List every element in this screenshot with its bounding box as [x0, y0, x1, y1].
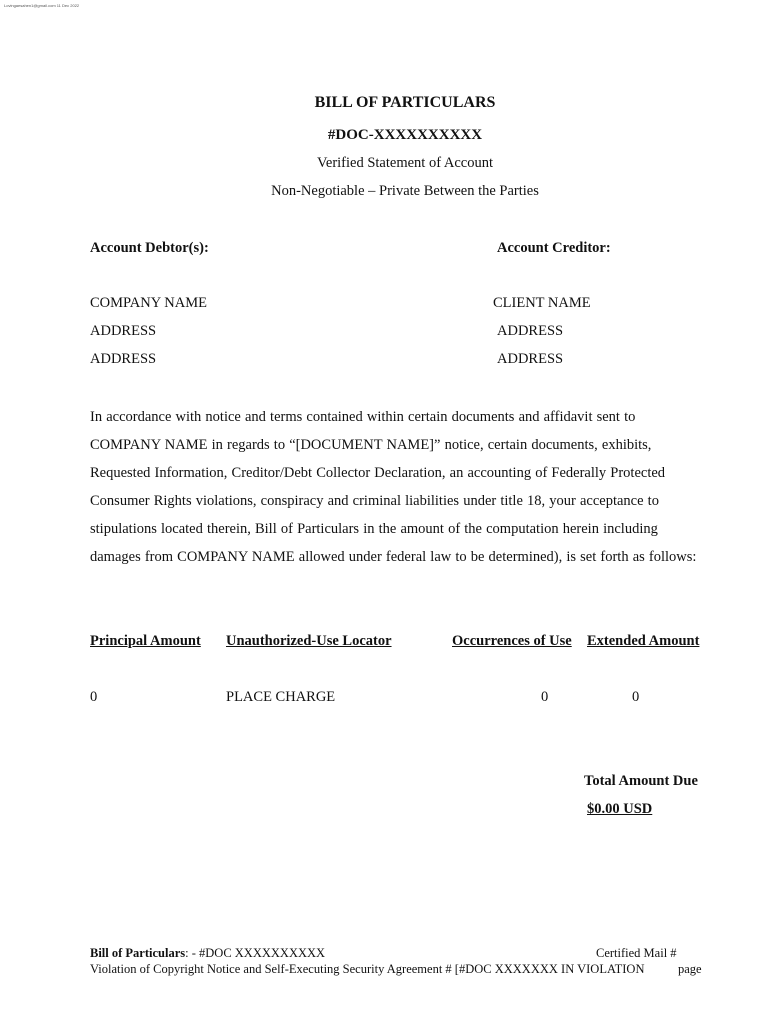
total-amount-value: $0.00 USD	[587, 801, 653, 817]
document-number: #DOC-XXXXXXXXXX	[327, 127, 483, 143]
footer-doc-title: Bill of Particulars	[90, 946, 186, 960]
column-header-occurrences: Occurrences of Use	[452, 633, 572, 649]
body-line: damages from COMPANY NAME allowed under federal law to be determined), is set forth as follows:	[90, 549, 697, 565]
debtor-name: COMPANY NAME	[90, 295, 207, 311]
column-header-extended: Extended Amount	[587, 633, 700, 649]
body-line: In accordance with notice and terms contained within certain documents and affidavit sent to	[90, 409, 636, 425]
cell-occurrences: 0	[541, 689, 549, 705]
body-line: stipulations located therein, Bill of Particulars in the amount of the computation herein including	[90, 521, 658, 537]
cell-locator: PLACE CHARGE	[226, 689, 336, 705]
watermark-text: Lovingaesahen1@gmail.com 11 Dec 2022	[4, 3, 80, 8]
footer-line-1	[90, 946, 325, 961]
document-title: BILL OF PARTICULARS	[314, 94, 496, 111]
cell-principal: 0	[90, 689, 98, 705]
body-line: Consumer Rights violations, conspiracy and criminal liabilities under title 18, your acceptance to	[90, 493, 659, 509]
footer-line-2: Violation of Copyright Notice and Self-Executing Security Agreement # [#DOC XXXXXXX IN VIOLATION	[90, 962, 645, 976]
footer-certified-mail: Certified Mail #	[596, 946, 677, 960]
cell-extended: 0	[632, 689, 640, 705]
creditor-label: Account Creditor:	[497, 240, 611, 256]
body-line: Requested Information, Creditor/Debt Collector Declaration, an accounting of Federally Protected	[90, 465, 666, 481]
column-header-principal: Principal Amount	[90, 633, 201, 649]
body-line: COMPANY NAME in regards to “[DOCUMENT NAME]” notice, certain documents, exhibits,	[90, 437, 652, 453]
footer-doc-number: : - #DOC XXXXXXXXXX	[185, 946, 326, 960]
document-subtitle: Verified Statement of Account	[317, 155, 493, 171]
column-header-locator: Unauthorized-Use Locator	[226, 633, 392, 649]
body-paragraph	[90, 403, 715, 571]
debtor-address-2: ADDRESS	[90, 351, 157, 367]
creditor-name: CLIENT NAME	[493, 295, 591, 311]
total-amount-label: Total Amount Due	[584, 773, 698, 789]
footer-page-label: page	[678, 962, 702, 976]
debtor-address-1: ADDRESS	[90, 323, 157, 339]
creditor-address-1: ADDRESS	[497, 323, 564, 339]
debtor-label: Account Debtor(s):	[90, 240, 209, 256]
creditor-address-2: ADDRESS	[497, 351, 564, 367]
document-subtitle-2: Non-Negotiable – Private Between the Parties	[271, 183, 539, 199]
